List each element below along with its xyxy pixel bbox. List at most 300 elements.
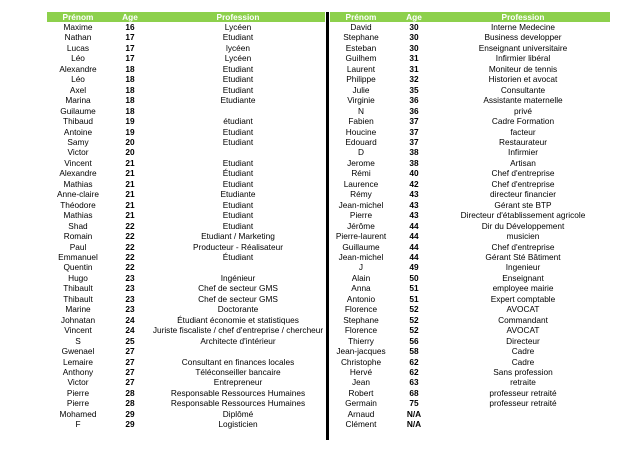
profession-cell: Business developper: [484, 32, 562, 43]
prenom-cell: Samy: [67, 136, 89, 147]
age-cell: 18: [125, 63, 135, 74]
table-row: [330, 231, 610, 241]
age-cell: 23: [125, 304, 135, 315]
table-row: [330, 32, 610, 42]
profession-cell: retraite: [510, 377, 536, 388]
profession-cell: Cadre: [511, 356, 535, 367]
table-row: [330, 85, 610, 95]
table-row: [330, 53, 610, 63]
table-row: [330, 147, 610, 157]
prenom-cell: Virginie: [347, 95, 375, 106]
profession-cell: Ingenieur: [505, 262, 541, 273]
prenom-cell: Victor: [67, 147, 89, 158]
table-row: [47, 409, 325, 419]
profession-cell: Etudiant: [222, 126, 254, 137]
prenom-cell: Pierre: [349, 210, 373, 221]
profession-cell: Etudiant: [222, 220, 254, 231]
profession-cell: Directeur: [506, 335, 540, 346]
table-row: [47, 242, 325, 252]
age-cell: 36: [409, 95, 419, 106]
prenom-cell: Quentin: [63, 262, 93, 273]
profession-cell: Restaurateur: [499, 136, 547, 147]
prenom-cell: Jean-michel: [338, 251, 384, 262]
header-prenom: Prénom: [47, 12, 109, 22]
age-cell: 22: [125, 241, 135, 252]
table-row: [47, 179, 325, 189]
profession-cell: employee mairie: [492, 283, 554, 294]
prenom-cell: Houcine: [345, 126, 377, 137]
age-cell: 19: [125, 116, 135, 127]
prenom-cell: Alexandre: [59, 168, 97, 179]
age-cell: 75: [409, 398, 419, 409]
profession-cell: Gérant Sté Bâtiment: [485, 251, 561, 262]
prenom-cell: Marina: [65, 95, 91, 106]
prenom-cell: Laurence: [343, 178, 379, 189]
table-row: [47, 127, 325, 137]
prenom-cell: Théodore: [60, 199, 96, 210]
table-row: [330, 22, 610, 32]
prenom-cell: Victor: [67, 377, 89, 388]
prenom-cell: Antonio: [346, 293, 376, 304]
age-cell: 52: [409, 314, 419, 325]
age-cell: 20: [125, 136, 135, 147]
profession-cell: Expert comptable: [490, 293, 556, 304]
profession-cell: Ingénieur: [220, 272, 256, 283]
prenom-cell: Rémy: [350, 189, 372, 200]
prenom-cell: Fabien: [348, 116, 374, 127]
profession-cell: Chef d'entreprise: [491, 241, 555, 252]
age-cell: 27: [125, 346, 135, 357]
profession-cell: Lycéen: [224, 53, 252, 64]
profession-cell: lycéen: [226, 42, 250, 53]
profession-cell: Chef d'entreprise: [491, 168, 555, 179]
age-cell: 32: [409, 74, 419, 85]
prenom-cell: Paul: [69, 241, 87, 252]
table-row: [47, 32, 325, 42]
prenom-cell: Pierre-laurent: [335, 231, 387, 242]
age-cell: 23: [125, 283, 135, 294]
age-cell: 50: [409, 272, 419, 283]
age-cell: 56: [409, 335, 419, 346]
prenom-cell: Stephane: [343, 314, 379, 325]
table-row: [330, 210, 610, 220]
prenom-cell: Laurent: [346, 63, 376, 74]
table-row: [330, 242, 610, 252]
profession-cell: Consultant en finances locales: [181, 356, 295, 367]
prenom-cell: Guilaume: [60, 105, 96, 116]
table-row: [47, 419, 325, 429]
profession-cell: Etudiant: [222, 84, 254, 95]
age-cell: 49: [409, 262, 419, 273]
table-row: [330, 74, 610, 84]
profession-cell: Etudiant: [222, 157, 254, 168]
age-cell: 37: [409, 136, 419, 147]
age-cell: 37: [409, 126, 419, 137]
age-cell: 36: [409, 105, 419, 116]
prenom-cell: Mohamed: [59, 408, 97, 419]
table-row: [47, 388, 325, 398]
prenom-cell: Esteban: [345, 42, 377, 53]
table-row: [330, 137, 610, 147]
table-row: [47, 283, 325, 293]
table-row: [47, 273, 325, 283]
profession-cell: Chef d'entreprise: [491, 178, 555, 189]
profession-cell: Étudiant: [222, 168, 254, 179]
age-cell: 17: [125, 32, 135, 43]
profession-cell: Juriste fiscaliste / chef d'entreprise / chercheur: [152, 325, 324, 336]
age-cell: 38: [409, 157, 419, 168]
profession-cell: [151, 262, 325, 272]
age-cell: 29: [125, 408, 135, 419]
prenom-cell: D: [358, 147, 364, 158]
prenom-cell: N: [358, 105, 364, 116]
respondents-sheet: [47, 12, 610, 440]
table-row: [330, 304, 610, 314]
profession-cell: Etudiant: [222, 32, 254, 43]
table-row: [330, 158, 610, 168]
table-row: [330, 346, 610, 356]
header-profession: Profession: [436, 12, 610, 22]
table-row: [47, 74, 325, 84]
prenom-cell: Jean-michel: [338, 199, 384, 210]
age-cell: 51: [409, 293, 419, 304]
profession-cell: Architecte d'intérieur: [200, 335, 276, 346]
table-row: [330, 168, 610, 178]
prenom-cell: Florence: [344, 325, 378, 336]
prenom-cell: Vincent: [64, 157, 92, 168]
respondents-table-right: [330, 12, 610, 430]
prenom-cell: Jérôme: [347, 220, 375, 231]
age-cell: N/A: [406, 408, 422, 419]
profession-cell: Interne Medecine: [490, 22, 556, 32]
table-row: [330, 377, 610, 387]
age-cell: 30: [409, 42, 419, 53]
age-cell: 27: [125, 356, 135, 367]
age-cell: 17: [125, 53, 135, 64]
table-row: [330, 64, 610, 74]
table-row: [47, 294, 325, 304]
table-row: [330, 294, 610, 304]
age-cell: 21: [125, 168, 135, 179]
prenom-cell: Florence: [344, 304, 378, 315]
age-cell: 52: [409, 304, 419, 315]
age-cell: 20: [125, 147, 135, 158]
table-row: [47, 43, 325, 53]
profession-cell: Artisan: [510, 157, 536, 168]
table-row: [47, 221, 325, 231]
table-row: [47, 137, 325, 147]
profession-cell: Etudiant / Marketing: [201, 231, 275, 242]
prenom-cell: Anthony: [62, 366, 94, 377]
age-cell: 23: [125, 272, 135, 283]
age-cell: 31: [409, 53, 419, 64]
profession-cell: Cadre: [511, 346, 535, 357]
column-divider: [326, 12, 329, 440]
table-row: [47, 64, 325, 74]
prenom-cell: J: [358, 262, 364, 273]
prenom-cell: Thibaud: [63, 116, 93, 127]
prenom-cell: Thibault: [63, 283, 93, 294]
age-cell: 25: [125, 335, 135, 346]
table-row: [47, 106, 325, 116]
header-age: Age: [392, 12, 436, 22]
age-cell: 27: [125, 366, 135, 377]
table-row: [47, 367, 325, 377]
prenom-cell: Vincent: [64, 325, 92, 336]
table-row: [47, 95, 325, 105]
table-row: [47, 315, 325, 325]
age-cell: 18: [125, 105, 135, 116]
age-cell: 58: [409, 346, 419, 357]
prenom-cell: Mathias: [63, 178, 93, 189]
header-row: [47, 12, 325, 22]
prenom-cell: Germain: [345, 398, 377, 409]
profession-cell: professeur retraité: [489, 387, 557, 398]
header-row: [330, 12, 610, 22]
age-cell: 44: [409, 220, 419, 231]
prenom-cell: Alain: [351, 272, 371, 283]
profession-cell: Etudiant: [222, 199, 254, 210]
prenom-cell: Jerome: [347, 157, 375, 168]
table-row: [47, 325, 325, 335]
profession-cell: Etudiant: [222, 210, 254, 221]
table-row: [330, 409, 610, 419]
table-row: [47, 398, 325, 408]
age-cell: N/A: [406, 419, 422, 430]
table-row: [47, 189, 325, 199]
table-row: [330, 273, 610, 283]
prenom-cell: Clément: [345, 419, 377, 430]
profession-cell: Enseignant: [502, 272, 544, 283]
age-cell: 28: [125, 398, 135, 409]
prenom-cell: Marine: [65, 304, 91, 315]
age-cell: 16: [125, 22, 135, 32]
profession-cell: Etudiant: [222, 136, 254, 147]
age-cell: 43: [409, 210, 419, 221]
table-row: [330, 221, 610, 231]
age-cell: 44: [409, 251, 419, 262]
table-row: [47, 262, 325, 272]
age-cell: 52: [409, 325, 419, 336]
profession-cell: facteur: [510, 126, 536, 137]
age-cell: 43: [409, 189, 419, 200]
age-cell: 21: [125, 199, 135, 210]
table-row: [330, 367, 610, 377]
prenom-cell: Emmanuel: [58, 251, 98, 262]
prenom-cell: Guilhem: [345, 53, 377, 64]
age-cell: 30: [409, 22, 419, 32]
profession-cell: Historien et avocat: [488, 74, 558, 85]
table-row: [47, 168, 325, 178]
age-cell: 29: [125, 419, 135, 430]
prenom-cell: Rémi: [351, 168, 371, 179]
profession-cell: professeur retraité: [489, 398, 557, 409]
prenom-cell: Pierre: [66, 387, 90, 398]
age-cell: 62: [409, 356, 419, 367]
age-cell: 44: [409, 231, 419, 242]
profession-cell: Chef de secteur GMS: [198, 293, 278, 304]
profession-cell: Chef de secteur GMS: [198, 283, 278, 294]
table-row: [47, 116, 325, 126]
profession-cell: Cadre Formation: [491, 116, 555, 127]
age-cell: 23: [125, 293, 135, 304]
prenom-cell: Nathan: [64, 32, 92, 43]
table-row: [330, 398, 610, 408]
profession-cell: Infirmier: [508, 147, 538, 158]
age-cell: 18: [125, 74, 135, 85]
age-cell: 37: [409, 116, 419, 127]
age-cell: 42: [409, 178, 419, 189]
prenom-cell: Léo: [71, 53, 85, 64]
age-cell: 18: [125, 84, 135, 95]
profession-cell: Etudiant: [222, 178, 254, 189]
profession-cell: Responsable Ressources Humaines: [170, 398, 306, 409]
prenom-cell: Robert: [348, 387, 374, 398]
age-cell: 68: [409, 387, 419, 398]
profession-cell: Etudiante: [220, 95, 256, 106]
table-row: [47, 231, 325, 241]
table-row: [330, 315, 610, 325]
respondents-table-left: [47, 12, 325, 430]
profession-cell: Etudiante: [220, 189, 256, 200]
prenom-cell: Shad: [68, 220, 88, 231]
table-row: [330, 283, 610, 293]
prenom-cell: Thibault: [63, 293, 93, 304]
age-cell: 38: [409, 147, 419, 158]
profession-cell: Infirmier libéral: [495, 53, 551, 64]
table-row: [47, 200, 325, 210]
table-row: [47, 304, 325, 314]
prenom-cell: Jean-jacques: [336, 346, 386, 357]
table-row: [330, 189, 610, 199]
table-row: [330, 127, 610, 137]
table-row: [330, 262, 610, 272]
profession-cell: Diplômé: [222, 408, 254, 419]
profession-cell: Téléconseiller bancaire: [195, 366, 281, 377]
age-cell: 21: [125, 178, 135, 189]
prenom-cell: Anne-claire: [57, 189, 99, 200]
age-cell: 51: [409, 283, 419, 294]
table-row: [47, 346, 325, 356]
prenom-cell: Hervé: [349, 366, 373, 377]
profession-cell: Responsable Ressources Humaines: [170, 387, 306, 398]
table-row: [330, 106, 610, 116]
profession-cell: [436, 409, 610, 419]
profession-cell: Commandant: [498, 314, 548, 325]
age-cell: 28: [125, 387, 135, 398]
age-cell: 21: [125, 210, 135, 221]
profession-cell: Etudiant: [222, 74, 254, 85]
prenom-cell: Jean: [352, 377, 370, 388]
prenom-cell: Philippe: [346, 74, 376, 85]
prenom-cell: Christophe: [340, 356, 382, 367]
table-row: [330, 43, 610, 53]
age-cell: 21: [125, 157, 135, 168]
age-cell: 44: [409, 241, 419, 252]
profession-cell: Étudiant: [222, 251, 254, 262]
table-row: [47, 53, 325, 63]
profession-cell: Moniteur de tennis: [488, 63, 558, 74]
prenom-cell: F: [75, 419, 81, 430]
age-cell: 62: [409, 366, 419, 377]
prenom-cell: Stephane: [343, 32, 379, 43]
table-row: [47, 357, 325, 367]
age-cell: 43: [409, 199, 419, 210]
age-cell: 27: [125, 377, 135, 388]
prenom-cell: David: [350, 22, 372, 32]
profession-cell: Etudiant: [222, 63, 254, 74]
prenom-cell: Axel: [69, 84, 87, 95]
prenom-cell: Pierre: [66, 398, 90, 409]
profession-cell: [436, 419, 610, 429]
age-cell: 24: [125, 325, 135, 336]
age-cell: 31: [409, 63, 419, 74]
table-row: [330, 357, 610, 367]
profession-cell: Directeur d'établissement agricole: [460, 210, 586, 221]
prenom-cell: Lemaire: [63, 356, 93, 367]
profession-cell: Sans profession: [493, 366, 553, 377]
profession-cell: Entrepreneur: [213, 377, 263, 388]
header-profession: Profession: [151, 12, 325, 22]
age-cell: 63: [409, 377, 419, 388]
table-row: [47, 158, 325, 168]
age-cell: 18: [125, 95, 135, 106]
prenom-cell: Johnatan: [60, 314, 96, 325]
table-row: [47, 252, 325, 262]
profession-cell: directeur financier: [490, 189, 556, 200]
prenom-cell: Julie: [352, 84, 370, 95]
profession-cell: Dir du Développement: [481, 220, 565, 231]
age-cell: 35: [409, 84, 419, 95]
prenom-cell: Guillaume: [342, 241, 380, 252]
prenom-cell: Edouard: [345, 136, 377, 147]
prenom-cell: Alexandre: [59, 63, 97, 74]
prenom-cell: Hugo: [68, 272, 88, 283]
table-row: [330, 388, 610, 398]
header-age: Age: [109, 12, 151, 22]
prenom-cell: Maxime: [63, 22, 93, 32]
age-cell: 19: [125, 126, 135, 137]
profession-cell: Gérant ste BTP: [494, 199, 552, 210]
age-cell: 40: [409, 168, 419, 179]
profession-cell: Étudiant économie et statistiques: [177, 314, 299, 325]
profession-cell: Enseignant universitaire: [478, 42, 568, 53]
table-row: [47, 336, 325, 346]
prenom-cell: Arnaud: [347, 408, 375, 419]
profession-cell: Doctorante: [217, 304, 259, 315]
prenom-cell: Gwenael: [61, 346, 95, 357]
table-row: [330, 325, 610, 335]
profession-cell: [151, 106, 325, 116]
profession-cell: musicien: [506, 231, 540, 242]
profession-cell: privé: [514, 105, 532, 116]
prenom-cell: S: [75, 335, 81, 346]
prenom-cell: Romain: [63, 231, 93, 242]
table-row: [330, 95, 610, 105]
prenom-cell: Léo: [71, 74, 85, 85]
table-row: [330, 336, 610, 346]
profession-cell: AVOCAT: [506, 304, 540, 315]
profession-cell: AVOCAT: [506, 325, 540, 336]
age-cell: 17: [125, 42, 135, 53]
table-row: [330, 116, 610, 126]
profession-cell: étudiant: [223, 116, 253, 127]
table-row: [330, 200, 610, 210]
profession-cell: Logisticien: [218, 419, 258, 430]
profession-cell: Producteur - Réalisateur: [193, 241, 283, 252]
profession-cell: Assistante maternelle: [483, 95, 563, 106]
table-row: [47, 147, 325, 157]
